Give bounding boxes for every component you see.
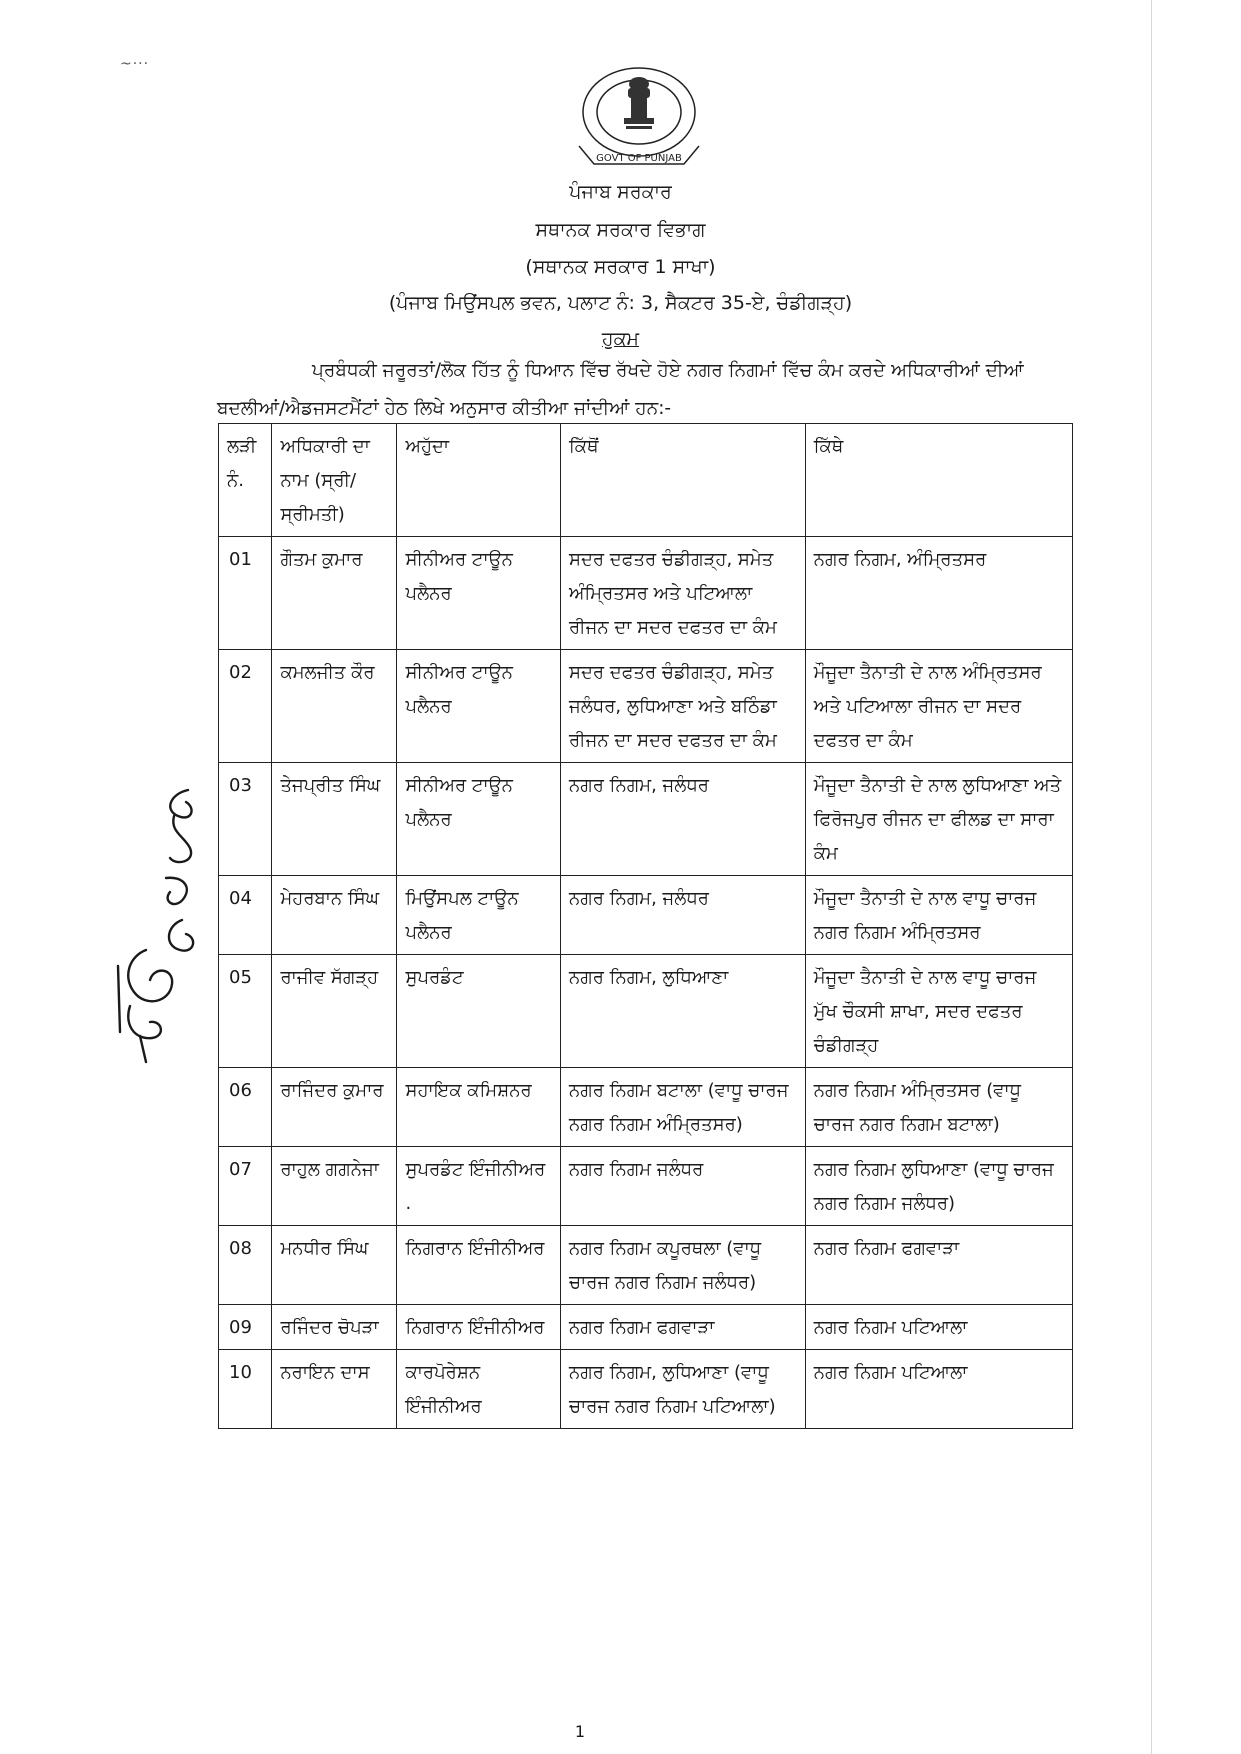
table-row: [219, 1226, 1073, 1305]
intro-line-1: ਪ੍ਰਬੰਧਕੀ ਜਰੂਰਤਾਂ/ਲੋਕ ਹਿੱਤ ਨੂੰ ਧਿਆਨ ਵਿੱਚ ਰੱਖਦੇ ਹੋਏ ਨਗਰ ਨਿਗਮਾਂ ਵਿੱਚ ਕੰਮ ਕਰਦੇ ਅਧਿਕਾਰੀਆਂ ਦੀਆਂ: [312, 360, 1024, 381]
officer-name-cell: ਮੇਹਰਬਾਨ ਸਿੰਘ: [272, 876, 397, 955]
post-cell: ਕਾਰਪੋਰੇਸ਼ਨ ਇੰਜੀਨੀਅਰ: [397, 1350, 561, 1429]
officer-name-cell: ਨਰਾਇਨ ਦਾਸ: [272, 1350, 397, 1429]
table-row: [219, 1068, 1073, 1147]
officer-name-cell: ਕਮਲਜੀਤ ਕੌਰ: [272, 650, 397, 763]
from-cell: ਸਦਰ ਦਫਤਰ ਚੰਡੀਗੜ੍ਹ, ਸਮੇਤ ਅੰਮ੍ਰਿਤਸਰ ਅਤੇ ਪਟਿਆਲਾ ਰੀਜਨ ਦਾ ਸਦਰ ਦਫਤਰ ਦਾ ਕੰਮ: [561, 537, 806, 650]
to-cell: ਨਗਰ ਨਿਗਮ ਫਗਵਾੜਾ: [805, 1226, 1072, 1305]
post-cell: ਨਿਗਰਾਨ ਇੰਜੀਨੀਅਰ: [397, 1226, 561, 1305]
serial-cell: 02: [219, 650, 272, 763]
branch-name: (ਸਥਾਨਕ ਸਰਕਾਰ 1 ਸਾਖਾ): [525, 256, 716, 278]
department-name: ਸਥਾਨਕ ਸਰਕਾਰ ਵਿਭਾਗ: [535, 219, 706, 241]
to-cell: ਮੌਜੂਦਾ ਤੈਨਾਤੀ ਦੇ ਨਾਲ ਵਾਧੂ ਚਾਰਜ ਨਗਰ ਨਿਗਮ ਅੰਮ੍ਰਿਤਸਰ: [805, 876, 1072, 955]
from-cell: ਨਗਰ ਨਿਗਮ, ਲੁਧਿਆਣਾ (ਵਾਧੂ ਚਾਰਜ ਨਗਰ ਨਿਗਮ ਪਟਿਆਲਾ): [561, 1350, 806, 1429]
table-row: [219, 1305, 1073, 1350]
from-cell: ਨਗਰ ਨਿਗਮ, ਜਲੰਧਰ: [561, 763, 806, 876]
table-row: [219, 763, 1073, 876]
to-cell: ਮੌਜੂਦਾ ਤੈਨਾਤੀ ਦੇ ਨਾਲ ਵਾਧੂ ਚਾਰਜ ਮੁੱਖ ਚੌਕਸੀ ਸ਼ਾਖਾ, ਸਦਰ ਦਫਤਰ ਚੰਡੀਗੜ੍ਹ: [805, 955, 1072, 1068]
table-row: [219, 876, 1073, 955]
serial-cell: 06: [219, 1068, 272, 1147]
header-serial: ਲੜੀ ਨੰ.: [219, 424, 272, 537]
to-cell: ਮੌਜੂਦਾ ਤੈਨਾਤੀ ਦੇ ਨਾਲ ਅੰਮ੍ਰਿਤਸਰ ਅਤੇ ਪਟਿਆਲਾ ਰੀਜਨ ਦਾ ਸਦਰ ਦਫਤਰ ਦਾ ਕੰਮ: [805, 650, 1072, 763]
table-row: [219, 1147, 1073, 1226]
to-cell: ਨਗਰ ਨਿਗਮ ਪਟਿਆਲਾ: [805, 1350, 1072, 1429]
post-cell: ਸੀਨੀਅਰ ਟਾਊਨ ਪਲੈਨਰ: [397, 650, 561, 763]
post-cell: ਸੀਨੀਅਰ ਟਾਊਨ ਪਲੈਨਰ: [397, 763, 561, 876]
table-row: [219, 650, 1073, 763]
serial-cell: 05: [219, 955, 272, 1068]
post-cell: ਸੁਪਰਡੰਟ ਇੰਜੀਨੀਅਰ .: [397, 1147, 561, 1226]
officer-name-cell: ਮਨਧੀਰ ਸਿੰਘ: [272, 1226, 397, 1305]
post-cell: ਮਿਉਂਸਪਲ ਟਾਊਨ ਪਲੈਨਰ: [397, 876, 561, 955]
table-row: [219, 955, 1073, 1068]
from-cell: ਸਦਰ ਦਫਤਰ ਚੰਡੀਗੜ੍ਹ, ਸਮੇਤ ਜਲੰਧਰ, ਲੁਧਿਆਣਾ ਅਤੇ ਬਠਿੰਡਾ ਰੀਜਨ ਦਾ ਸਦਰ ਦਫਤਰ ਦਾ ਕੰਮ: [561, 650, 806, 763]
serial-cell: 01: [219, 537, 272, 650]
serial-cell: 10: [219, 1350, 272, 1429]
post-cell: ਸਹਾਇਕ ਕਮਿਸ਼ਨਰ: [397, 1068, 561, 1147]
post-cell: ਨਿਗਰਾਨ ਇੰਜੀਨੀਅਰ: [397, 1305, 561, 1350]
serial-cell: 03: [219, 763, 272, 876]
header-post: ਅਹੁੱਦਾ: [397, 424, 561, 537]
svg-text:GOVT OF PUNJAB: GOVT OF PUNJAB: [596, 153, 682, 164]
officer-name-cell: ਰਾਜਿੰਦਰ ਕੁਮਾਰ: [272, 1068, 397, 1147]
government-name: ਪੰਜਾਬ ਸਰਕਾਰ: [569, 181, 672, 203]
post-cell: ਸੁਪਰਡੰਟ: [397, 955, 561, 1068]
header-to: ਕਿੱਥੇ: [805, 424, 1072, 537]
to-cell: ਮੌਜੂਦਾ ਤੈਨਾਤੀ ਦੇ ਨਾਲ ਲੁਧਿਆਣਾ ਅਤੇ ਫਿਰੋਜਪੁਰ ਰੀਜਨ ਦਾ ਫੀਲਡ ਦਾ ਸਾਰਾ ਕੰਮ: [805, 763, 1072, 876]
officer-name-cell: ਗੌਤਮ ਕੁਮਾਰ: [272, 537, 397, 650]
to-cell: ਨਗਰ ਨਿਗਮ ਅੰਮ੍ਰਿਤਸਰ (ਵਾਧੂ ਚਾਰਜ ਨਗਰ ਨਿਗਮ ਬਟਾਲਾ): [805, 1068, 1072, 1147]
order-title: ਹੁਕਮ: [601, 328, 640, 350]
to-cell: ਨਗਰ ਨਿਗਮ ਪਟਿਆਲਾ: [805, 1305, 1072, 1350]
officer-name-cell: ਰਾਹੁਲ ਗਗਨੇਜਾ: [272, 1147, 397, 1226]
officer-name-cell: ਰਾਜੀਵ ਸੱਗੜ੍ਹ: [272, 955, 397, 1068]
header-from: ਕਿੱਥੋਂ: [561, 424, 806, 537]
serial-cell: 07: [219, 1147, 272, 1226]
office-address: (ਪੰਜਾਬ ਮਿਉਂਸਪਲ ਭਵਨ, ਪਲਾਟ ਨੰ: 3, ਸੈਕਟਰ 35-ਏ, ਚੰਡੀਗੜ੍ਹ): [388, 292, 853, 314]
from-cell: ਨਗਰ ਨਿਗਮ ਜਲੰਧਰ: [561, 1147, 806, 1226]
serial-cell: 08: [219, 1226, 272, 1305]
officer-name-cell: ਰਜਿੰਦਰ ਚੋਪੜਾ: [272, 1305, 397, 1350]
serial-cell: 04: [219, 876, 272, 955]
header-officer-name: ਅਧਿਕਾਰੀ ਦਾ ਨਾਮ (ਸ੍ਰੀ/ਸ੍ਰੀਮਤੀ): [272, 424, 397, 537]
from-cell: ਨਗਰ ਨਿਗਮ ਬਟਾਲਾ (ਵਾਧੂ ਚਾਰਜ ਨਗਰ ਨਿਗਮ ਅੰਮ੍ਰਿਤਸਰ): [561, 1068, 806, 1147]
page-number: 1: [574, 1722, 586, 1741]
government-emblem: [564, 60, 714, 170]
serial-cell: 09: [219, 1305, 272, 1350]
intro-line-2: ਬਦਲੀਆਂ/ਐਡਜਸਟਮੈਂਟਾਂ ਹੇਠ ਲਿਖੇ ਅਨੁਸਾਰ ਕੀਤੀਆ ਜਾਂਦੀਆਂ ਹਨ:-: [217, 398, 672, 419]
to-cell: ਨਗਰ ਨਿਗਮ, ਅੰਮ੍ਰਿਤਸਰ: [805, 537, 1072, 650]
officer-name-cell: ਤੇਜਪ੍ਰੀਤ ਸਿੰਘ: [272, 763, 397, 876]
table-header-row: [219, 424, 1073, 537]
table-row: [219, 1350, 1073, 1429]
to-cell: ਨਗਰ ਨਿਗਮ ਲੁਧਿਆਣਾ (ਵਾਧੂ ਚਾਰਜ ਨਗਰ ਨਿਗਮ ਜਲੰਧਰ): [805, 1147, 1072, 1226]
table-row: [219, 537, 1073, 650]
from-cell: ਨਗਰ ਨਿਗਮ, ਜਲੰਧਰ: [561, 876, 806, 955]
scan-mark: ~···: [120, 56, 150, 72]
from-cell: ਨਗਰ ਨਿਗਮ ਫਗਵਾੜਾ: [561, 1305, 806, 1350]
transfer-table: [218, 423, 1073, 1429]
post-cell: ਸੀਨੀਅਰ ਟਾਊਨ ਪਲੈਨਰ: [397, 537, 561, 650]
from-cell: ਨਗਰ ਨਿਗਮ ਕਪੂਰਥਲਾ (ਵਾਧੂ ਚਾਰਜ ਨਗਰ ਨਿਗਮ ਜਲੰਧਰ): [561, 1226, 806, 1305]
handwritten-signature: [100, 770, 220, 1070]
from-cell: ਨਗਰ ਨਿਗਮ, ਲੁਧਿਆਣਾ: [561, 955, 806, 1068]
